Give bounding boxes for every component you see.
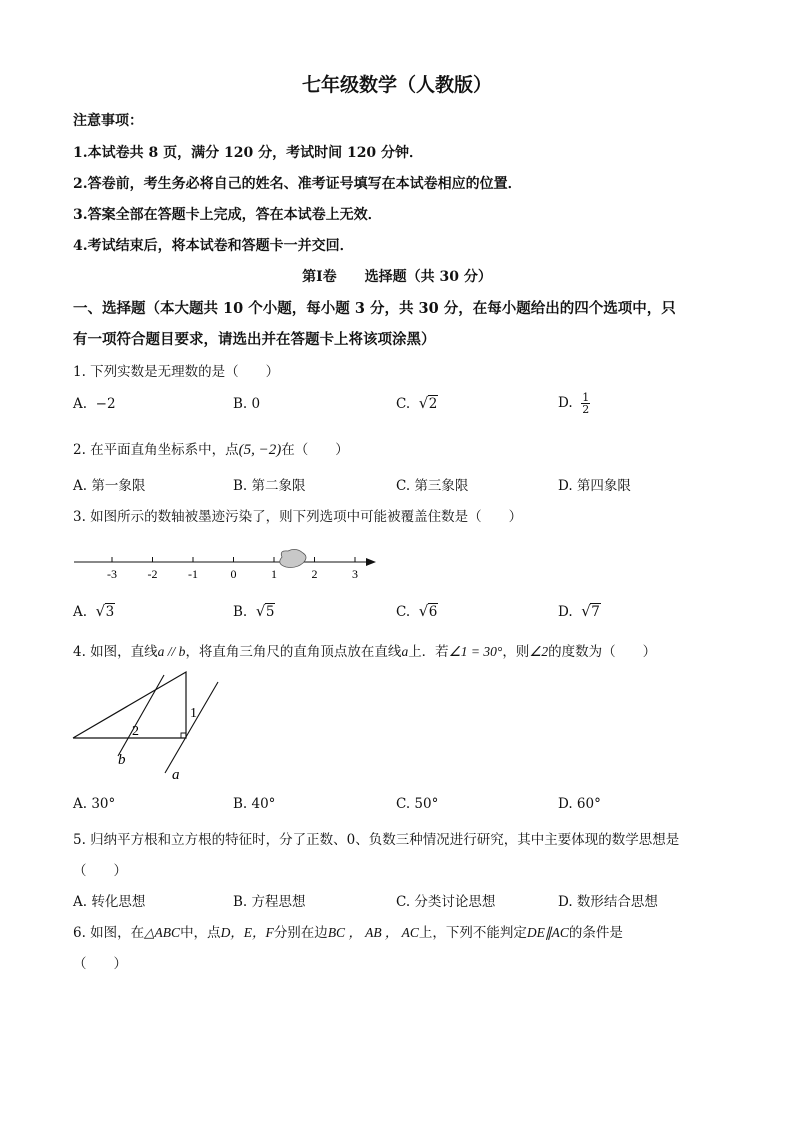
- q4-stem-mid3: ，则: [502, 644, 530, 660]
- q1-option-d: [558, 392, 590, 415]
- q2-option-b: B. 第二象限: [233, 478, 306, 494]
- q3-option-c: [396, 604, 438, 620]
- sqrt-symbol: √ 2: [418, 394, 438, 412]
- section-instructions-line-2: 有一项符合题目要求，请选出并在答题卡上将该项涂黑）: [73, 331, 436, 348]
- q2-option-a: A. 第一象限: [73, 478, 146, 494]
- q6-stem: [73, 921, 623, 941]
- number-line-tick-label: -2: [147, 567, 158, 581]
- sqrt-symbol: √ 6: [418, 602, 438, 620]
- q6-stem-mid1: 中，点: [180, 925, 221, 941]
- number-line-tick-label: 0: [230, 567, 237, 581]
- note-item-4: 4.考试结束后，将本试卷和答题卡一并交回．: [73, 238, 354, 254]
- q6-stem-mid2: 分别在边: [273, 925, 328, 941]
- page-title: 七年级数学（人教版）: [301, 74, 492, 96]
- line-a-label: a: [172, 767, 180, 783]
- q3-option-b-radicand: 5: [265, 604, 275, 620]
- q3-option-c-label: C.: [396, 604, 411, 620]
- number-line-tick-label: -3: [107, 567, 117, 581]
- q1-stem: 1. 下列实数是无理数的是（ ）: [73, 364, 280, 380]
- q3-option-a-radicand: 3: [105, 604, 115, 620]
- section-instructions-line-1: 一、选择题（本大题共 10 个小题，每小题 3 分，共 30 分，在每小题给出的四个选项中，只: [73, 300, 676, 317]
- q4-option-b: B. 40°: [233, 796, 276, 812]
- sqrt-symbol: √ 7: [581, 602, 600, 620]
- q1-option-a-value: −2: [95, 396, 116, 412]
- fraction: [581, 392, 590, 415]
- q1-option-d-denominator: 2: [582, 403, 590, 416]
- q1-option-c-label: C.: [396, 396, 411, 412]
- q1-option-b-label: B.: [233, 396, 248, 412]
- q5-stem-cont: （ ）: [73, 863, 127, 879]
- arrow-right-icon: [366, 558, 376, 566]
- q4-stem: [73, 640, 656, 660]
- q6-points: D，E，F: [220, 925, 274, 940]
- q5-option-d: D. 数形结合思想: [558, 894, 658, 910]
- q1-option-b-value: 0: [251, 396, 261, 412]
- q3-option-c-radicand: 6: [428, 604, 438, 620]
- number-line-tick-label: -1: [188, 567, 198, 581]
- q6-parallel: DE∥AC: [526, 925, 569, 940]
- number-line-tick-label: 2: [311, 567, 318, 581]
- right-triangle-ruler: [73, 672, 186, 738]
- q2-option-c: C. 第三象限: [396, 478, 469, 494]
- line-a: [165, 682, 218, 773]
- q6-stem-pre: 6. 如图，在: [73, 925, 145, 941]
- notes-heading: 注意事项：: [73, 113, 143, 129]
- triangle-ruler-figure: [68, 660, 238, 785]
- q6-sides: BC ， AB ， AC: [327, 925, 419, 940]
- q1-option-d-label: D.: [558, 395, 573, 411]
- q1-option-a-label: A.: [73, 396, 88, 412]
- q1-option-b: [233, 396, 260, 412]
- number-line-tick-label: 3: [352, 567, 358, 581]
- q3-option-d-label: D.: [558, 604, 573, 620]
- angle-2-label: 2: [132, 724, 139, 739]
- q6-stem-cont: （ ）: [73, 956, 127, 972]
- sqrt-symbol: √ 5: [255, 602, 275, 620]
- angle-1-label: 1: [190, 706, 197, 721]
- q4-stem-post: 的度数为（ ）: [548, 644, 657, 660]
- q4-option-a: A. 30°: [73, 796, 116, 812]
- q2-stem: [73, 438, 349, 459]
- q3-option-d-radicand: 7: [591, 604, 600, 620]
- ink-blot-icon: [280, 549, 306, 567]
- q4-stem-pre: 4. 如图，直线: [73, 644, 158, 660]
- note-item-1: 1.本试卷共 8 页，满分 120 分，考试时间 120 分钟．: [73, 145, 424, 161]
- q4-line-a: a: [401, 644, 409, 659]
- q5-stem: 5. 归纳平方根和立方根的特征时，分了正数、0、负数三种情况进行研究，其中主要体现的数学思想是: [73, 832, 680, 848]
- q3-option-a: [73, 604, 115, 620]
- q3-option-b-label: B.: [233, 604, 248, 620]
- number-line-tick-label: 1: [271, 567, 277, 581]
- sqrt-symbol: √ 3: [95, 602, 115, 620]
- line-b-label: b: [118, 752, 126, 768]
- q4-angle2-expr: ∠2: [529, 644, 549, 659]
- section-title: 第Ⅰ卷 选择题（共 30 分）: [302, 269, 492, 285]
- q4-angle1-expr: ∠1 = 30°: [448, 644, 503, 659]
- note-item-3: 3.答案全部在答题卡上完成，答在本试卷上无效．: [73, 207, 382, 223]
- q1-option-d-numerator: 1: [582, 391, 590, 404]
- line-b: [118, 675, 164, 756]
- q4-option-c: C. 50°: [396, 796, 439, 812]
- note-item-2: 2.答卷前，考生务必将自己的姓名、准考证号填写在本试卷相应的位置．: [73, 176, 522, 192]
- q1-option-c: [396, 396, 438, 412]
- q4-stem-mid1: ，将直角三角尺的直角顶点放在直线: [185, 644, 402, 660]
- q3-option-b: [233, 604, 275, 620]
- q5-option-a: A. 转化思想: [73, 894, 146, 910]
- q3-option-a-label: A.: [73, 604, 88, 620]
- number-line-ticks: [107, 557, 358, 581]
- q5-option-c: C. 分类讨论思想: [396, 894, 496, 910]
- q3-stem: 3. 如图所示的数轴被墨迹污染了，则下列选项中可能被覆盖住数是（ ）: [73, 509, 523, 525]
- q5-option-b: B. 方程思想: [233, 894, 306, 910]
- q6-triangle: △ABC: [144, 925, 181, 940]
- q6-stem-mid3: 上，下列不能判定: [418, 925, 527, 941]
- q1-option-a: [73, 396, 116, 412]
- q4-parallel-expr: a // b: [157, 644, 186, 659]
- q3-option-d: [558, 604, 601, 620]
- q1-option-c-radicand: 2: [428, 396, 438, 412]
- number-line-figure: [70, 545, 380, 585]
- q2-point: (5, −2): [238, 442, 282, 458]
- q2-stem-post: 在（ ）: [281, 442, 349, 458]
- q2-option-d: D. 第四象限: [558, 478, 631, 494]
- q4-option-d: D. 60°: [558, 796, 601, 812]
- q4-stem-mid2: 上．若: [408, 644, 449, 660]
- q6-stem-post: 的条件是: [568, 925, 623, 941]
- q2-stem-pre: 2. 在平面直角坐标系中，点: [73, 442, 239, 458]
